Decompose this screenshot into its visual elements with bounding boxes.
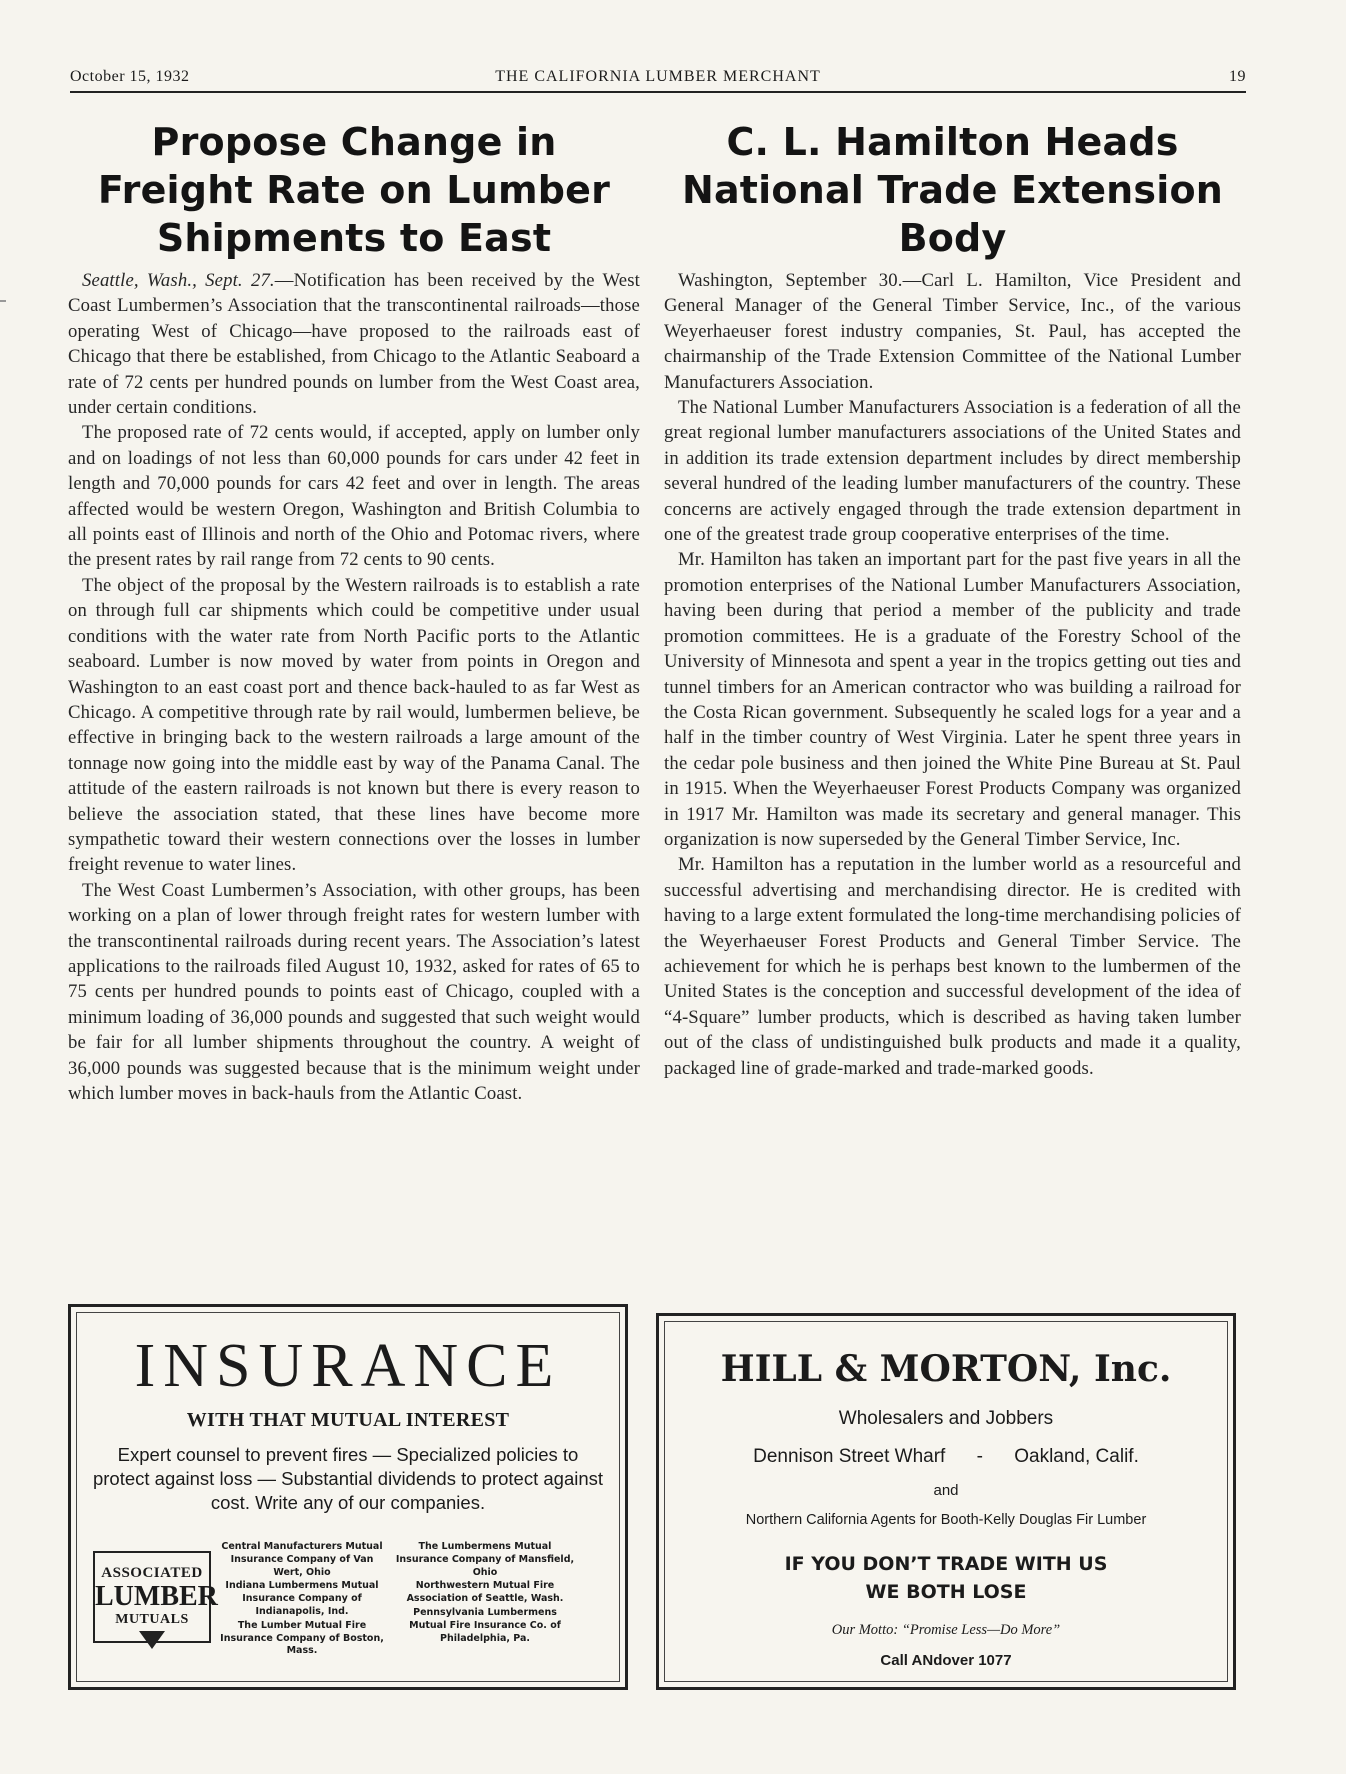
issue-date: October 15, 1932: [70, 68, 190, 85]
article-paragraph: Washington, September 30.—Carl L. Hamilton, Vice President and General Manager of the General Timber Service, Inc., of the various Weyerhaeuser forest industry companies, St. Paul, has accepted the chairmanship of the Trade Extension Committee of the National Lumber Manufacturers Association.: [664, 270, 1241, 393]
publication-title: THE CALIFORNIA LUMBER MERCHANT: [495, 68, 821, 85]
location-city: Oakland, Calif.: [1014, 1446, 1139, 1467]
article-paragraph: The West Coast Lumbermen’s Association, with other groups, has been working on a plan of lower through freight rates for western lumber with the transcontinental railroads during recent years. The Association’s latest applications to the railroads filed August 10, 1932, asked for rates of 65 to 75 cents per hundred pounds to points east of Chicago, coupled with a minimum loading of 36,000 pounds and suggested that such weight would be fair for all lumber shipments throughout the country. A weight of 36,000 pounds was suggested because that is the minimum weight under which lumber moves in back-hauls from the Atlantic Coast.: [68, 879, 640, 1104]
hamilton-article: [664, 118, 1241, 1081]
hill-morton-advertisement: [656, 1313, 1236, 1690]
article-paragraph: The proposed rate of 72 cents would, if accepted, apply on lumber only and on loadings of not less than 60,000 pounds for cars under 42 feet in length and 70,000 pounds for cars 42 feet and over in length. The areas affected would be western Oregon, Washington and British Columbia to all points east of Illinois and north of the Ohio and Potomac rivers, where the present rates by rail range from 72 cents to 90 cents.: [68, 422, 640, 571]
insurance-companies-left: [217, 1541, 387, 1659]
insurance-subtitle: WITH THAT MUTUAL INTEREST: [186, 1409, 510, 1431]
ad-inner-border: [76, 1312, 620, 1682]
company-location: [665, 1446, 1227, 1468]
slogan: [665, 1550, 1227, 1606]
company-listing: Pennsylvania Lumbermens Mutual Fire Insurance Co. of Philadelphia, Pa.: [409, 1606, 561, 1644]
location-separator: -: [976, 1446, 983, 1467]
freight-rate-body: [68, 268, 640, 1106]
and-connector: and: [933, 1482, 959, 1499]
phone-number: Call ANdover 1077: [880, 1652, 1012, 1669]
ad-inner-border: [664, 1321, 1228, 1682]
margin-mark: [0, 300, 6, 302]
company-listing: Northwestern Mutual Fire Association of Seattle, Wash.: [406, 1580, 564, 1605]
motto: [665, 1622, 1227, 1639]
location-wharf: Dennison Street Wharf: [753, 1446, 946, 1467]
insurance-title: INSURANCE: [134, 1332, 562, 1400]
article-paragraph: Mr. Hamilton has a reputation in the lumber world as a resourceful and successful advertising and merchandising director. He is credited with having to a large extent formulated the long-time merchandising policies of the Weyerhaeuser Forest Products and General Timber Service. The achievement for which he is perhaps best known to the lumbermen of the United States is the conception and successful development of the idea of “4-Square” lumber products, which is described as having taken lumber out of the class of undistinguished bulk products and made it a quality, packaged line of grade-marked and trade-marked goods.: [664, 854, 1241, 1079]
freight-rate-headline: Propose Change in Freight Rate on Lumber Shipments to East: [97, 120, 611, 260]
agents-line: Northern California Agents for Booth-Kelly Douglas Fir Lumber: [745, 1512, 1147, 1528]
article-paragraph: The National Lumber Manufacturers Association is a federation of all the great regional lumber manufacturers associations of the United States and in addition its trade extension department includes by direct membership several hundred of the leading lumber manufacturers of the country. These concerns are actively engaged through the trade extension department in one of the greatest trade group cooperative enterprises of the time.: [664, 397, 1241, 546]
associated-lumber-mutuals-logo: ASSOCIATED LUMBER MUTUALS: [93, 1551, 211, 1643]
article-dateline: Seattle, Wash., Sept. 27.: [82, 270, 275, 291]
article-paragraph: Mr. Hamilton has taken an important part for the past five years in all the promotion enterprises of the National Lumber Manufacturers Association, having been during that period a member of the publicity and trade promotion committees. He is a graduate of the Forestry School of the University of Minnesota and spent a year in the tropics getting out ties and tunnel timbers for an American contractor who was building a railroad for the Costa Rican government. Subsequently he scaled logs for a year and a half in the timber country of West Virginia. Later he spent three years in the cedar pole business and then joined the White Pine Bureau at St. Paul in 1915. When the Weyerhaeuser Forest Products Company was organized in 1917 Mr. Hamilton was made its secretary and general manager. This organization is now superseded by the General Timber Service, Inc.: [664, 549, 1241, 850]
motto-label: Our Motto:: [831, 1622, 899, 1638]
header-rule: [70, 91, 1246, 93]
arrow-icon: [139, 1631, 165, 1649]
company-listing: Central Manufacturers Mutual Insurance Company of Van Wert, Ohio: [221, 1541, 383, 1578]
hamilton-body: [664, 268, 1241, 1081]
insurance-advertisement: [68, 1304, 628, 1690]
company-name: HILL & MORTON, Inc.: [720, 1348, 1172, 1390]
article-paragraph: The object of the proposal by the Western railroads is to establish a rate on through full car shipments which could be competitive under usual conditions with the water rate from North Pacific ports to the Atlantic seaboard. Lumber is now moved by water from points in Oregon and Washington to an east coast port and thence back-hauled to as far West as Chicago. A competitive through rate by rail would, lumbermen believe, be effective in bringing back to the western railroads a large amount of the tonnage now going into the middle east by way of the Panama Canal. The attitude of the eastern railroads is not known but there is every reason to believe the association stated, that these lines have become more sympathetic toward their western connections over the losses in lumber freight revenue to water lines.: [68, 574, 640, 876]
article-paragraph: Seattle, Wash., Sept. 27.—Notification has been received by the West Coast Lumbermen’s Association that the transcontinental railroads—those operating West of Chicago—have proposed to the railroads east of Chicago that there be established, from Chicago to the Atlantic Seaboard a rate of 72 cents per hundred pounds on lumber from the West Coast area, under certain conditions.: [68, 270, 640, 419]
running-header: [70, 66, 1246, 90]
slogan-line-1: IF YOU DON’T TRADE WITH US: [784, 1553, 1108, 1575]
company-roles: Wholesalers and Jobbers: [838, 1408, 1054, 1429]
company-listing: Indiana Lumbermens Mutual Insurance Company of Indianapolis, Ind.: [225, 1580, 379, 1617]
insurance-body-text: Expert counsel to prevent fires — Specialized policies to protect against loss — Substantial dividends to protect against cost. Write any of our companies.: [92, 1444, 604, 1513]
motto-text: “Promise Less—Do More”: [901, 1622, 1061, 1638]
company-listing: The Lumber Mutual Fire Insurance Company of Boston, Mass.: [220, 1619, 384, 1657]
slogan-line-2: WE BOTH LOSE: [865, 1581, 1027, 1603]
insurance-companies-right: [395, 1541, 575, 1646]
hamilton-headline: C. L. Hamilton Heads National Trade Extension Body: [681, 120, 1224, 260]
page-number: 19: [1229, 68, 1246, 85]
freight-rate-article: [68, 118, 640, 1106]
company-listing: The Lumbermens Mutual Insurance Company of Mansfield, Ohio: [395, 1541, 575, 1578]
